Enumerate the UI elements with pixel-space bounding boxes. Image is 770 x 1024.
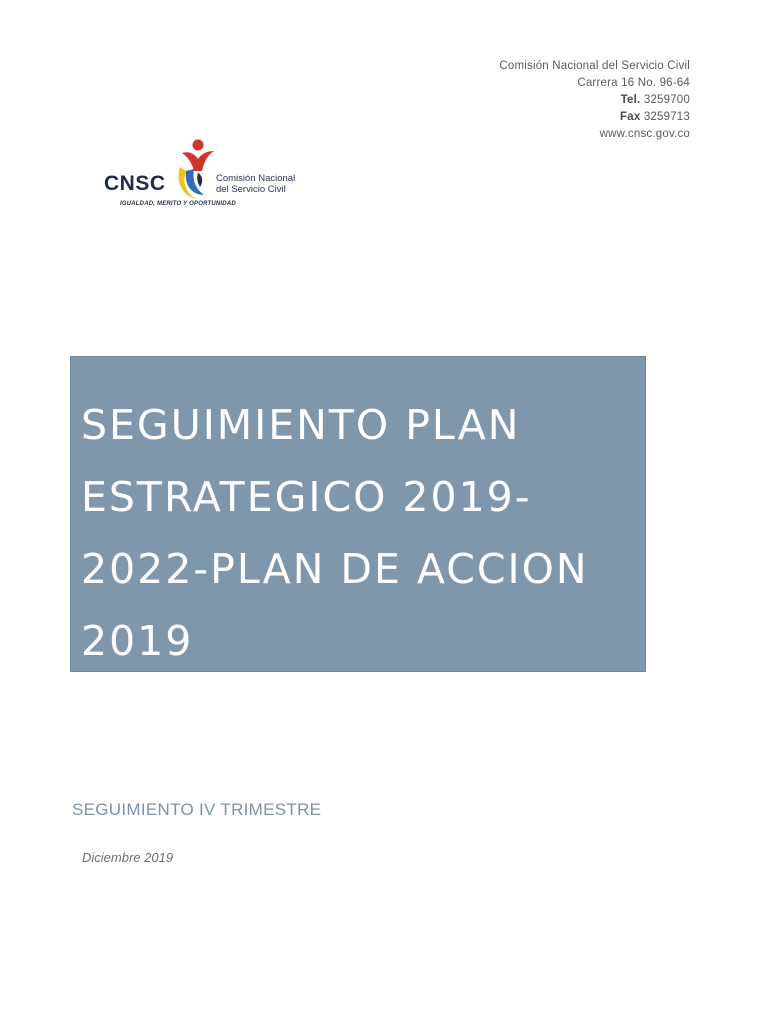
logo-name-line2: del Servicio Civil [216, 184, 286, 195]
contact-website: www.cnsc.gov.co [599, 128, 690, 140]
contact-address: Carrera 16 No. 96-64 [577, 77, 690, 89]
contact-tel [499, 92, 690, 109]
contact-fax [499, 109, 690, 126]
fax-label: Fax [620, 111, 641, 123]
logo-acronym: CNSC [104, 172, 166, 195]
logo-tagline: IGUALDAD, MERITO Y OPORTUNIDAD [120, 201, 236, 207]
document-subtitle: SEGUIMIENTO IV TRIMESTRE [72, 800, 322, 819]
logo-org-name [216, 173, 295, 195]
contact-block [499, 58, 690, 143]
contact-organization: Comisión Nacional del Servicio Civil [499, 60, 690, 72]
logo-figure-icon [174, 137, 218, 201]
document-date: Diciembre 2019 [82, 850, 174, 865]
document-title: SEGUIMIENTO PLAN ESTRATEGICO 2019-2022-PLAN DE ACCION 2019 [81, 401, 589, 665]
title-box [70, 356, 646, 672]
cnsc-logo [100, 135, 300, 215]
logo-name-line1: Comisión Nacional [216, 173, 296, 184]
fax-value: 3259713 [643, 111, 690, 123]
tel-label: Tel. [620, 94, 641, 106]
tel-value: 3259700 [643, 94, 690, 106]
